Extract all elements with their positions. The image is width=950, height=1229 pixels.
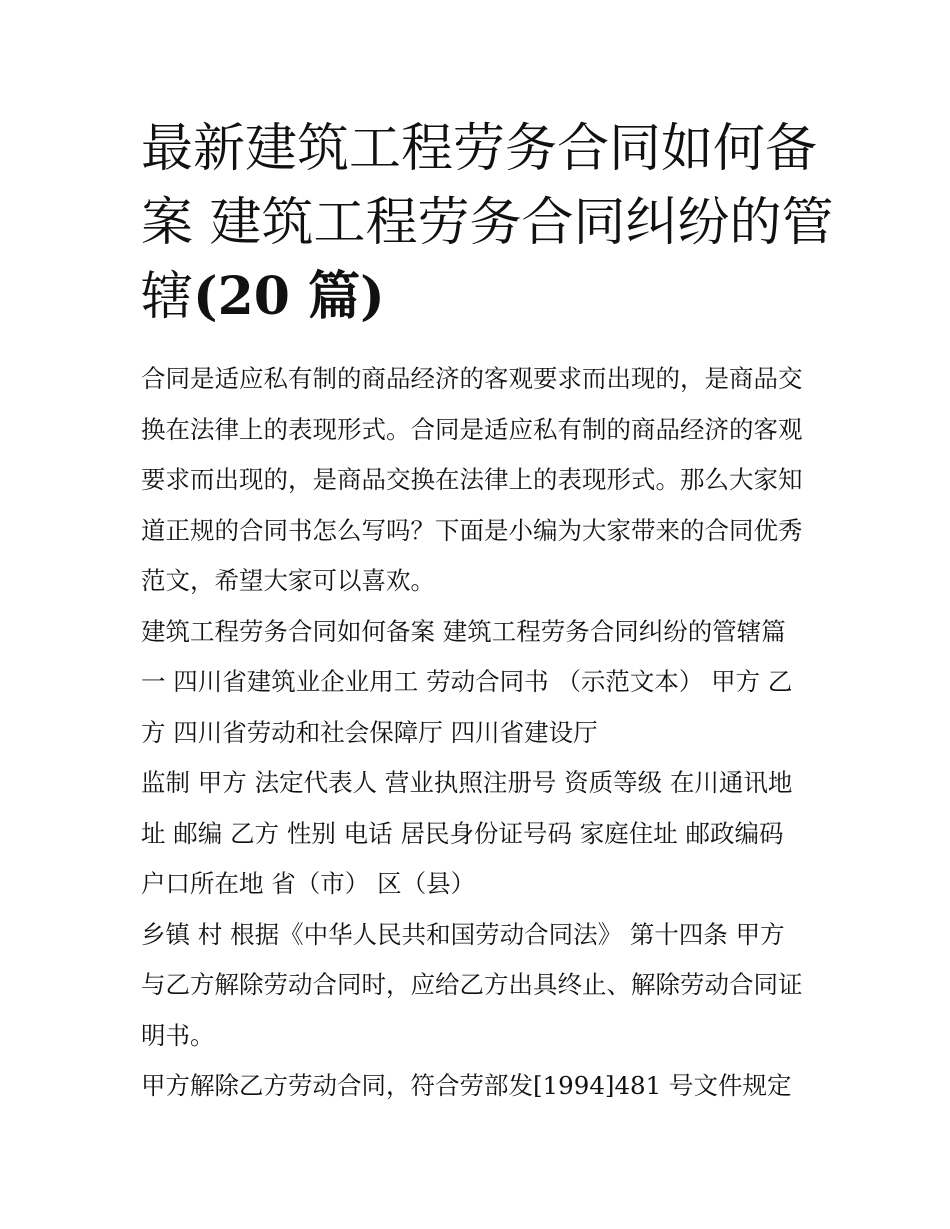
- title-count: (20 篇): [193, 266, 385, 327]
- body-line: 范文，希望大家可以喜欢。: [141, 566, 435, 595]
- body-line: 方 四川省劳动和社会保障厅 四川省建设厅: [141, 717, 598, 747]
- body-line: 监制 甲方 法定代表人 营业执照注册号 资质等级 在川通讯地: [141, 768, 793, 797]
- document-title: [141, 112, 834, 334]
- title-line: [141, 260, 821, 334]
- body-line: 一 四川省建筑业企业用工 劳动合同书 （示范文本） 甲方 乙: [141, 667, 793, 696]
- document-body: [141, 354, 821, 1112]
- body-line: 乡镇 村 根据《中华人民共和国劳动合同法》 第十四条 甲方: [141, 919, 785, 949]
- title-line-text: 辖: [141, 267, 194, 327]
- body-line: 与乙方解除劳动合同时，应给乙方出具终止、解除劳动合同证: [141, 970, 803, 999]
- body-line: 明书。: [141, 1020, 215, 1050]
- body-line: 户口所在地 省（市） 区（县）: [141, 869, 476, 898]
- body-line: 换在法律上的表现形式。合同是适应私有制的商品经济的客观: [141, 414, 803, 444]
- body-line: 要求而出现的，是商品交换在法律上的表现形式。那么大家知: [141, 465, 803, 494]
- body-line: 合同是适应私有制的商品经济的客观要求而出现的，是商品交: [141, 364, 803, 393]
- title-line: 案 建筑工程劳务合同纠纷的管: [141, 193, 834, 253]
- body-line: 建筑工程劳务合同如何备案 建筑工程劳务合同纠纷的管辖篇: [141, 616, 786, 646]
- body-line: 道正规的合同书怎么写吗？下面是小编为大家带来的合同优秀: [141, 515, 803, 545]
- body-line: 甲方解除乙方劳动合同，符合劳部发[1994]481 号文件规定: [141, 1071, 792, 1100]
- body-line: 址 邮编 乙方 性别 电话 居民身份证号码 家庭住址 邮政编码: [141, 818, 784, 848]
- title-line: 最新建筑工程劳务合同如何备: [141, 119, 818, 179]
